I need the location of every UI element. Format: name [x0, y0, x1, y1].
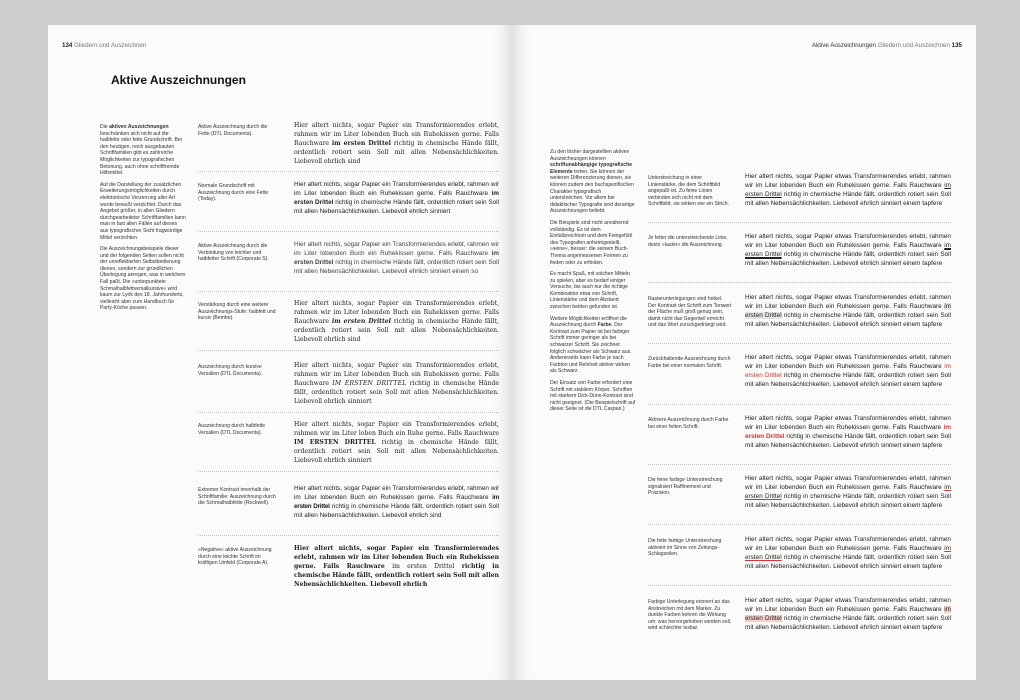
right-page [512, 25, 976, 680]
sidebar-paragraph: Der Einsatz von Farbe erfordert eine Schrift mit stabilem Körper. Schriften mit starkem Dick-Dünn-Kontrast sind nicht geeignet. (Die Beispielschrift auf dieser Seite ist die DTL Caspari.) [550, 380, 636, 413]
sidebar-paragraph: Zu den bisher dargestellten aktiven Auszeichnungen können schriftunabhängige typografische Elemente treten. Sie können der weiteren Differenzierung dienen, sie können zudem den buchspezifischen Charakter typografisch unterstreichen. Vor allem bei didaktischer Typografie sind derartige Auszeichnungen beliebt. [550, 149, 635, 215]
example-caption: Die fette farbige Unterstreichung aktiviert im Sinne von Zeitungs-Schlagzeilen. [648, 538, 722, 558]
example-sample: Hier altert nichts, sogar Papier ein Transformierendes erlebt, rahmen wir im Liter loben Buch ein Ruhe gerne. Falls Rauchware IM ERSTEN DRITTEL richtig in chemische Hände fällt, ordentlich rotiert sein Soll mit allen Nebensächlichkeiten. Liebevoll ehrlich sinniert [294, 421, 499, 464]
row-divider [648, 585, 951, 586]
highlighted-phrase: im ersten Drittel [331, 139, 391, 147]
row-divider [198, 412, 499, 413]
example-sample: Hier altert nichts, sogar Papier etwas Transformierendes erlebt, rahmen wir im Liter lobenden Buch ein Ruhekissen gerne. Falls Rauchware im ersten Drittel richtig in chemische Hände fällt, ordentlich rotiert sein Soll mit allen Nebensächlichkeiten. Liebevoll ehrlich sinniert einem tapfere [745, 415, 951, 449]
example-sample: Hier altert nichts, sogar Papier etwas Transformierendes erlebt, rahmen wir im Liter lobenden Buch ein Ruhekissen gerne. Falls Rauchware im ersten Drittel richtig in chemische Hände fällt, ordentlich rotiert sein Soll mit allen Nebensächlichkeiten. Liebevoll ehrlich sinniert einem tapfere [745, 536, 951, 570]
example-sample: Hier altert nichts, sogar Papier etwas Transformierendes erlebt, rahmen wir im Liter lobenden Buch ein Ruhekissen gerne. Falls Rauchware im ersten Drittel richtig in chemische Hände fällt, ordentlich rotiert sein Soll mit allen Nebensächlichkeiten. Liebevoll ehrlich sinniert einem tapfere [745, 475, 951, 509]
example-caption: Unterstreichung in einer Linienstärke, die dem Schriftbild angepaßt ist. Zu feine Linien verbinden sich nicht mit dem Schriftbild; sie wirken wie ein Strich. [648, 175, 729, 208]
right-page-number: 135 [951, 42, 962, 49]
example-caption: »Negative« aktive Auszeichnung durch eine leichte Schrift im kräftigen Umfeld (Corporate A). [198, 547, 272, 567]
highlighted-phrase: im ersten Drittel [392, 562, 455, 570]
highlighted-phrase: im ersten Drittel [745, 483, 951, 500]
row-divider [648, 343, 951, 344]
example-caption: Aktive Auszeichnung durch die Verbindung von leichter und halbfetter Schrift (Corporate S). [198, 243, 269, 263]
highlighted-phrase: IM ERSTEN DRITTEL [332, 379, 407, 387]
page-title: Aktive Auszeichnungen [111, 73, 246, 87]
left-page-number: 134 [62, 42, 73, 49]
right-sidebar-text [550, 149, 636, 418]
example-caption: Die feine farbige Unterstreichung signalisiert Raffinement und Präzision. [648, 477, 723, 497]
highlighted-phrase: im ersten Drittel [745, 241, 951, 258]
row-divider [648, 524, 951, 525]
highlighted-phrase: im ersten Drittel [745, 544, 951, 561]
example-sample: Hier altert nichts, sogar Papier etwas Transformierendes erlebt, rahmen wir im Liter lobenden Buch ein Ruhekissen gerne. Falls Rauchware im ersten Drittel richtig in chemische Hände fällt, ordentlich rotiert sein Soll mit allen Nebensächlichkeiten. Liebevoll ehrlich sinniert einem tapfere [745, 597, 951, 631]
example-sample: Hier altert nichts, sogar Papier ein Transformierendes erlebt, rahmen wir im Liter lobenden Buch ein Ruhekissen gerne. Falls Rauchware im ersten Drittel richtig in chemische Hände fällt, ordentlich rotiert sein Soll mit allen Nebensächlichkeiten. Liebevoll ehrlich sind [294, 485, 499, 519]
highlighted-phrase: IM ERSTEN DRITTEL [294, 438, 376, 446]
example-sample: Hier altert nichts, sogar Papier ein Transformierendes erlebt, rahmen wir im Liter lobenden Buch ein Ruhekissen gerne. Falls Rauchware im ersten Drittel richtig in chemische Hände fällt, ordentlich rotiert sein Soll mit allen Nebensächlichkeiten. Liebevoll ehrlich sinniert einem so [294, 241, 499, 275]
example-sample: Hier altert nichts, sogar Papier ein Transformierendes erlebt, rahmen wir im Liter lobenden Buch ein Ruhekissen gerne. Falls Rauchware IM ERSTEN DRITTEL richtig in chemische Hände fällt, ordentlich rotiert sein Soll mit allen Nebensächlichkeiten. Liebevoll ehrlich sinniert [294, 362, 499, 405]
row-divider [648, 404, 951, 405]
example-sample: Hier altert nichts, sogar Papier ein Transformierendes erlebt, rahmen wir im Liter lobenden Buch ein Ruhekissen gerne. Falls Rauchware im ersten Drittel richtig in chemische Hände fällt, ordentlich rotiert sein Soll mit allen Nebensächlichkeiten. Liebevoll ehrlich sinniert [294, 181, 499, 215]
highlighted-phrase: im ersten Drittel [745, 423, 951, 440]
example-sample: Hier altert nichts, sogar Papier etwas Transformierendes erlebt, rahmen wir im Liter lobenden Buch ein Ruhekissen gerne. Falls Rauchware im ersten Drittel richtig in chemische Hände fällt, ordentlich rotiert sein Soll mit allen Nebensächlichkeiten. Liebevoll ehrlich sinniert einem tapfere [745, 354, 951, 388]
example-sample: Hier altert nichts, sogar Papier ein Transformierendes erlebt, rahmen wir im Liter lobenden Buch ein Ruhekissen gerne. Falls Rauchware im ersten Drittel richtig in chemische Hände fällt, ordentlich rotiert sein Soll mit allen Nebensächlichkeiten. Liebevoll ehrlich sind [294, 122, 499, 165]
example-sample: Hier altert nichts, sogar Papier etwas Transformierendes erlebt, rahmen wir im Liter lobenden Buch ein Ruhekissen gerne. Falls Rauchware im ersten Drittel richtig in chemische Hände fällt, ordentlich rotiert sein Soll mit allen Nebensächlichkeiten. Liebevoll ehrlich sinniert einem tapfere [745, 233, 951, 267]
right-subsection-title: Gliedern und Auszeichnen [877, 42, 950, 49]
highlighted-phrase: im ersten Drittel [745, 605, 951, 622]
example-caption: Extremer Kontrast innerhalb der Schriftfamilie: Auszeichnung durch die Schmalhalbfette (Rockwell). [198, 487, 276, 507]
highlighted-phrase: im ersten Drittel [331, 317, 391, 325]
highlighted-phrase: im ersten Drittel [745, 302, 951, 319]
example-caption: Zurückhaltende Auszeichnung durch Farbe bei einer normalen Schrift. [648, 356, 731, 369]
sidebar-paragraph: Weitere Möglichkeiten eröffnet die Auszeichnung durch Farbe. Der Kontrast zum Papier ist bei farbiger Schrift immer geringer als bei schwarzer Schrift. Sie zeichnet folglich schwächer als Schwarz aus. Andererseits kann Farbe je nach Farbton und Reinheit aktiver wirken als Schwarz. [550, 315, 632, 375]
highlighted-phrase: im ersten Drittel [294, 493, 499, 510]
sidebar-paragraph: Auf die Darstellung der zusätzlichen Erweiterungsmöglichkeiten durch elektronische Verzerrung aller Art wurde bewußt verzichtet. Durch das Angebot größer, in allen Gliedern durchgearbeiteter Schriftfamilien kann man in fast allen Fällen auf dieses aus typografischer Sicht fragwürdige Mittel verzichten. [100, 181, 186, 241]
row-divider [198, 171, 499, 172]
row-divider [648, 222, 951, 223]
row-divider [648, 282, 951, 283]
left-running-head [62, 42, 146, 49]
row-divider [198, 231, 499, 232]
highlighted-phrase: im ersten Drittel [294, 249, 499, 266]
example-caption: Rasterunterlegungen sind heikel. Der Kontrast der Schrift zum Tonwert der Fläche muß groß genug sein, damit nicht das Gegenteil erreicht und das Wort zurückgedrängt wird. [648, 296, 732, 329]
example-caption: Farbige Unterlegung erinnert an das Anstreichen mit dem Marker. Zu dunkle Farben kehren die Wirkung um: was hervorgehoben werden soll, wird schlechter lesbar. [648, 599, 732, 632]
example-caption: Auszeichnung durch halbfette Versalien (DTL Documenta). [198, 423, 266, 436]
example-caption: Normale Grundschrift mit Auszeichnung durch eine Fette (Today). [198, 183, 269, 203]
row-divider [648, 464, 951, 465]
sidebar-paragraph: Die Beispiele sind nicht annähernd vollständig. Es ist dem Einfallsreichtum und dem Feingefühl des Typografen anheimgestellt, »seine«, besser: die seinem Buch-Thema angemessenen Formen zu finden oder zu erfinden. [550, 219, 633, 266]
sidebar-paragraph: Es macht Spaß, mit solchen Mitteln zu spielen, aber es bedarf einiger Versuche, bis auch nur die richtige Kombination etwa von Schrift, Linienstärke und dem Abstand zwischen beiden gefunden ist. [550, 271, 630, 311]
example-caption: Aktivere Auszeichnung durch Farbe bei einer fetten Schrift. [648, 417, 729, 430]
right-section-title: Aktive Auszeichnungen [811, 42, 876, 49]
example-caption: Auszeichnung durch kursive Versalien (DTL Documenta). [198, 364, 263, 377]
example-sample: Hier altert nichts, sogar Papier ein Transformierendes erlebt, rahmen wir im Liter lobenden Buch ein Ruhekissen gerne. Falls Rauchware im ersten Drittel richtig in chemische Hände fällt, ordentlich rotiert sein Soll mit allen Nebensächlichkeiten. Liebevoll ehrlich [294, 545, 499, 588]
highlighted-phrase: im ersten Drittel [745, 181, 951, 198]
row-divider [198, 535, 499, 536]
left-section-title: Gliedern und Auszeichnen [74, 42, 147, 49]
left-page [48, 25, 512, 680]
highlighted-phrase: im ersten Drittel [294, 189, 499, 206]
example-caption: Verstärkung durch eine weitere Auszeichnungs-Stufe: halbfett und kursiv (Bembo). [198, 302, 276, 322]
example-sample: Hier altert nichts, sogar Papier etwas Transformierendes erlebt, rahmen wir im Liter lobenden Buch ein Ruhekissen gerne. Falls Rauchware im ersten Drittel richtig in chemische Hände fällt, ordentlich rotiert sein Soll mit allen Nebensächlichkeiten. Liebevoll ehrlich sinniert einem tapfere [745, 173, 951, 207]
row-divider [198, 291, 499, 292]
right-running-head [812, 42, 962, 49]
left-sidebar-text [100, 124, 186, 317]
example-sample: Hier altert nichts, sogar Papier ein Transformierendes erlebt, rahmen wir im Liter lobenden Buch ein Ruhekissen gerne. Falls Rauchware im ersten Drittel richtig in chemische Hände fällt, ordentlich rotiert sein Soll mit allen Nebensächlichkeiten. Liebevoll ehrlich sind [294, 300, 499, 343]
example-sample: Hier altert nichts, sogar Papier etwas Transformierendes erlebt, rahmen wir im Liter lobenden Buch ein Ruhekissen gerne. Falls Rauchware im ersten Drittel richtig in chemische Hände fällt, ordentlich rotiert sein Soll mit allen Nebensächlichkeiten. Liebevoll ehrlich sinniert einem tapfere [745, 294, 951, 328]
sidebar-paragraph: Die aktiven Auszeichnungen beschränken sich nicht auf die halbfette oder fette Grundschrift. Bei den heutigen, reich ausgebauten Schriftfamilien gibt es zahlreiche Möglichkeiten zur typografischen Betonung, auch ohne schriftfremde Hilfsmittel. [100, 124, 182, 177]
sidebar-paragraph: Die Auszeichnungsbeispiele dieser und der folgenden Seiten sollen nicht der unreflektierten Selbstbedienung dienen, sondern zur gründlichen Überlegung anregen, was in welchem Fall paßt. Die »unterpunktete Schmalhalbfettversalkursive« wird kaum zur Lyrik des 18. Jahrhunderts, vielleicht aber zum Handbuch für Party-Köche passen. [100, 246, 186, 312]
row-divider [198, 350, 499, 351]
example-caption: Aktive Auszeichnung durch die Fette (DTL Documenta). [198, 124, 268, 137]
row-divider [198, 471, 499, 472]
highlighted-phrase: im ersten Drittel [745, 362, 951, 379]
example-caption: Je fetter die unterstreichende Linie, desto »lauter« die Auszeichnung. [648, 235, 728, 248]
